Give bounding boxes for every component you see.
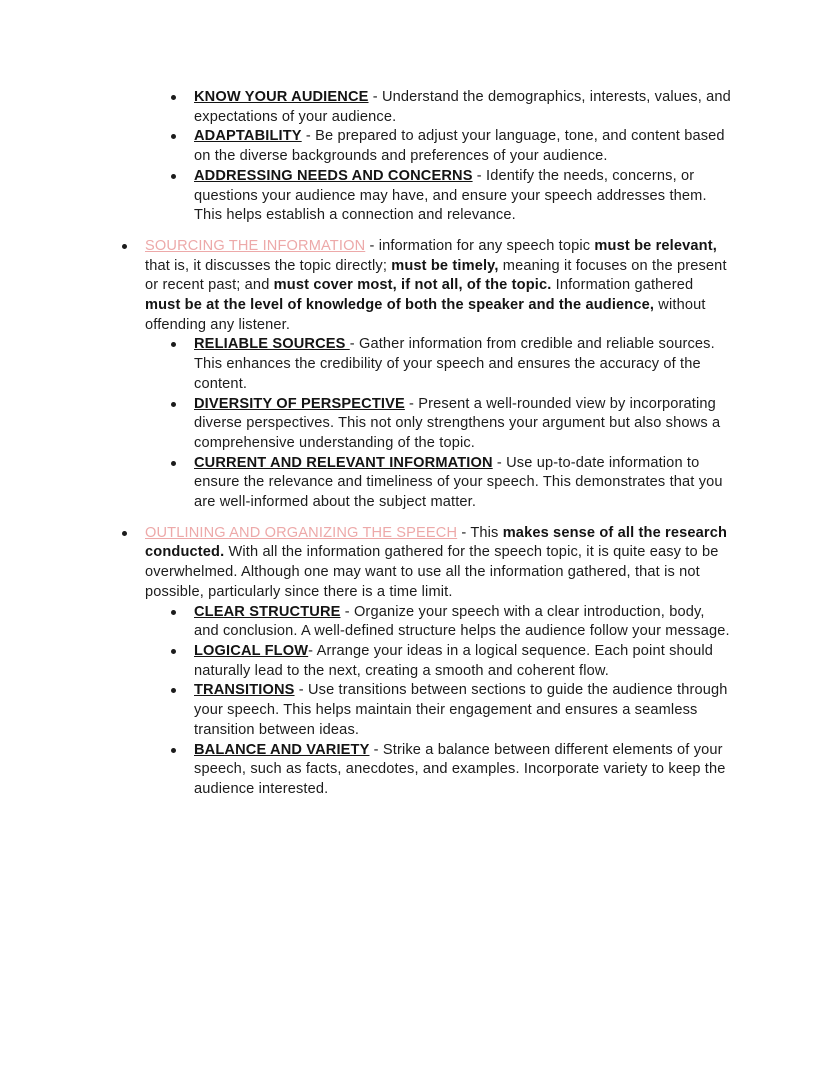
term-dash: - xyxy=(340,603,354,620)
list-item-know-your-audience xyxy=(0,88,828,127)
term-dash: - xyxy=(404,395,419,412)
audience-bullet-list xyxy=(0,88,828,226)
list-item-diversity-of-perspective xyxy=(0,395,828,454)
term-body: Use transitions between sections to guide the audience through your speech. This helps maintain their engagement and ensures a seamless transition between ideas. xyxy=(194,682,728,738)
term-heading: ADAPTABILITY xyxy=(194,128,302,145)
list-item-text xyxy=(194,642,731,681)
bullet-icon xyxy=(122,531,127,536)
section-paragraph xyxy=(145,524,728,603)
sourcing-section xyxy=(0,237,828,336)
list-item-text xyxy=(194,395,731,454)
term-heading: LOGICAL FLOW xyxy=(194,642,309,659)
term-dash: - xyxy=(368,89,382,105)
emphasis-run: must be relevant, xyxy=(594,237,717,254)
term-dash: - xyxy=(294,682,308,699)
list-item-text xyxy=(194,167,731,226)
term-dash: - xyxy=(492,454,507,471)
text-run: that is, it discusses the topic directly; xyxy=(145,257,392,274)
bullet-icon xyxy=(171,174,176,179)
bullet-icon xyxy=(171,402,176,407)
section-spacer xyxy=(0,226,828,237)
document-body xyxy=(0,88,828,800)
term-body: Strike a balance between different elements of your speech, such as facts, anecdotes, and examples. Incorporate variety to keep the audience interested. xyxy=(194,741,726,797)
section-heading: OUTLINING AND ORGANIZING THE SPEECH xyxy=(145,524,458,541)
bullet-icon xyxy=(171,688,176,693)
text-run: without offending any listener. xyxy=(145,297,706,333)
term-heading: DIVERSITY OF PERSPECTIVE xyxy=(194,395,405,412)
list-item-text xyxy=(194,603,731,642)
section-spacer xyxy=(0,513,828,524)
text-run: meaning it focuses on the present or recent past; and xyxy=(145,257,727,294)
text-run: This xyxy=(470,524,503,541)
term-body: Be prepared to adjust your language, tone, and content based on the diverse backgrounds and preferences of your audience. xyxy=(194,128,725,165)
term-dash: - xyxy=(369,741,383,758)
term-body: Gather information from credible and reliable sources. This enhances the credibility of your speech and ensures the accuracy of the content. xyxy=(194,336,715,392)
term-heading: KNOW YOUR AUDIENCE xyxy=(194,89,369,105)
term-dash: - xyxy=(472,167,486,184)
list-item-adaptability xyxy=(0,127,828,166)
term-body: Organize your speech with a clear introduction, body, and conclusion. A well-defined structure helps the audience follow your message. xyxy=(194,603,730,640)
bullet-icon xyxy=(122,244,127,249)
emphasis-run: must be at the level of knowledge of both the speaker and the audience, xyxy=(145,297,655,314)
term-heading: TRANSITIONS xyxy=(194,682,295,699)
term-dash: - xyxy=(349,336,359,353)
list-item-text xyxy=(194,741,731,800)
term-dash: - xyxy=(301,128,316,145)
list-item-clear-structure xyxy=(0,603,828,642)
term-heading: RELIABLE SOURCES xyxy=(194,336,350,353)
term-body: Present a well-rounded view by incorporating diverse perspectives. This not only strengthens your argument but also shows a comprehensive understanding of the topic. xyxy=(194,395,721,451)
term-body: Use up-to-date information to ensure the relevance and timeliness of your speech. This demonstrates that you are well-informed about the subject matter. xyxy=(194,454,723,511)
emphasis-run: makes sense of all the research conducted. xyxy=(145,524,728,561)
outlining-section xyxy=(0,524,828,603)
bullet-icon xyxy=(171,748,176,753)
term-heading: CURRENT AND RELEVANT INFORMATION xyxy=(194,454,493,471)
list-item-text xyxy=(194,454,731,513)
bullet-icon xyxy=(171,95,176,100)
bullet-icon xyxy=(171,610,176,615)
section-paragraph xyxy=(145,237,728,336)
term-dash: - xyxy=(308,642,317,659)
bullet-icon xyxy=(171,342,176,347)
term-heading: BALANCE AND VARIETY xyxy=(194,741,370,758)
text-run: With all the information gathered for the speech topic, it is quite easy to be overwhelmed. Although one may want to use all the information gathered, that is not possible, particularly since there is a time limit. xyxy=(145,544,719,600)
list-item-logical-flow xyxy=(0,642,828,681)
term-body: Arrange your ideas in a logical sequence. Each point should naturally lead to the next, creating a smooth and coherent flow. xyxy=(194,642,713,679)
emphasis-run: must be timely, xyxy=(391,257,499,274)
section-dash: - xyxy=(365,237,379,254)
list-item-text xyxy=(194,335,731,394)
list-item-addressing-needs-and-concerns xyxy=(0,167,828,226)
list-item-reliable-sources xyxy=(0,335,828,394)
term-heading: CLEAR STRUCTURE xyxy=(194,603,341,620)
bullet-icon xyxy=(171,461,176,466)
section-dash: - xyxy=(457,524,471,541)
term-heading: ADDRESSING NEEDS AND CONCERNS xyxy=(194,167,473,184)
list-item-text xyxy=(194,88,731,127)
list-item-text xyxy=(194,127,731,166)
list-item-current-and-relevant-information xyxy=(0,454,828,513)
term-body: Identify the needs, concerns, or questions your audience may have, and ensure your speech addresses them. This helps establish a connection and relevance. xyxy=(194,167,707,224)
list-item-balance-and-variety xyxy=(0,741,828,800)
list-item-transitions xyxy=(0,681,828,740)
sourcing-bullet-list xyxy=(0,335,828,512)
section-heading: SOURCING THE INFORMATION xyxy=(145,237,366,254)
text-run: information for any speech topic xyxy=(378,237,595,254)
list-item-outlining-and-organizing-the-speech xyxy=(0,524,828,603)
list-item-text xyxy=(194,681,731,740)
term-body: Understand the demographics, interests, values, and expectations of your audience. xyxy=(194,89,731,125)
list-item-sourcing-the-information xyxy=(0,237,828,336)
bullet-icon xyxy=(171,649,176,654)
bullet-icon xyxy=(171,134,176,139)
outlining-bullet-list xyxy=(0,603,828,800)
emphasis-run: must cover most, if not all, of the topic. xyxy=(273,277,552,294)
text-run: Information gathered xyxy=(551,277,694,294)
